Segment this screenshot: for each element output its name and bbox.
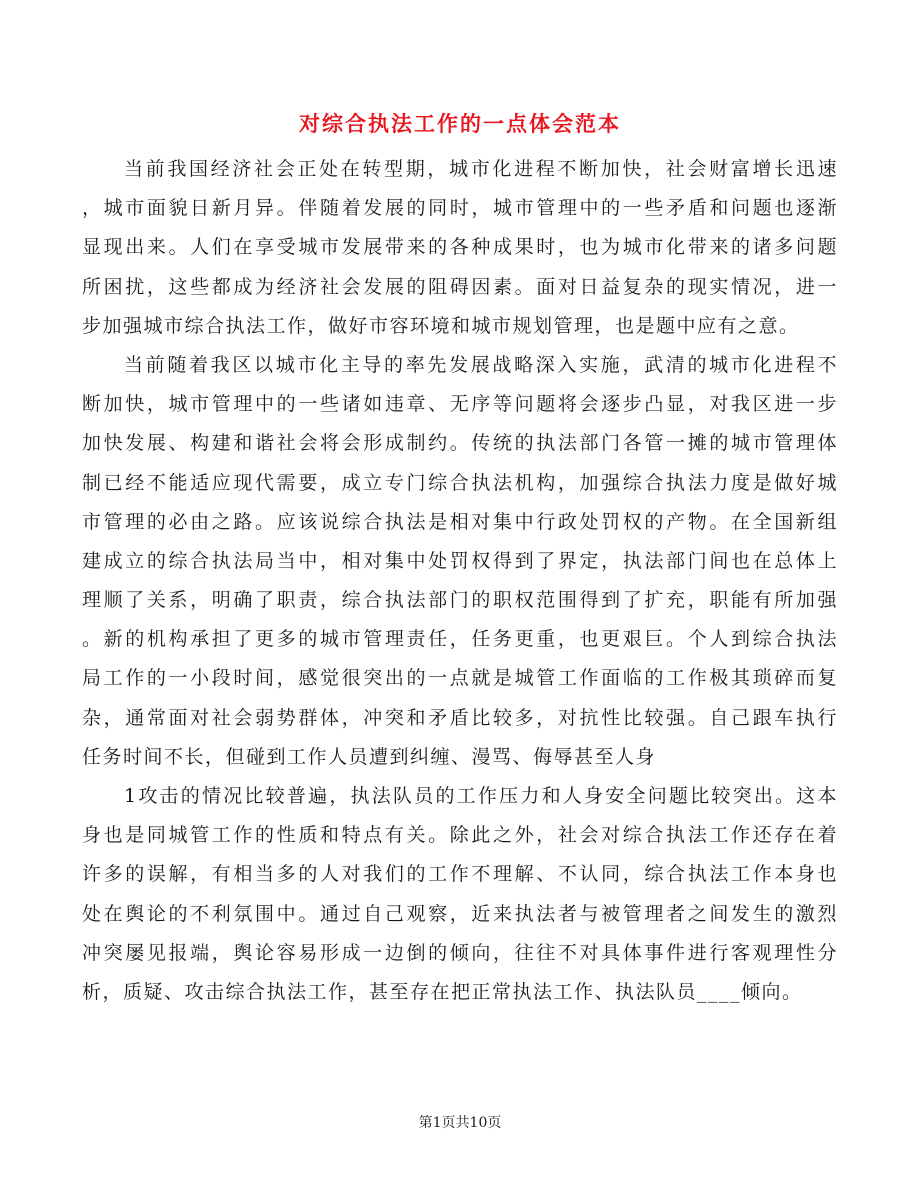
document-body xyxy=(82,150,838,1012)
paragraph-3-line-5: 冲突屡见报端，舆论容易形成一边倒的倾向，往往不对具体事件进行客观理性分 xyxy=(82,941,838,964)
paragraph-2-line-9: 局工作的一小段时间，感觉很突出的一点就是城管工作面临的工作极其琐碎而复 xyxy=(82,667,838,690)
paragraph-3-line-2: 身也是同城管工作的性质和特点有关。除此之外，社会对综合执法工作还存在着 xyxy=(82,824,838,847)
paragraph-1-line-4: 所困扰，这些都成为经济社会发展的阻碍因素。面对日益复杂的现实情况，进一 xyxy=(82,275,838,298)
paragraph-2-line-2: 断加快，城市管理中的一些诸如违章、无序等问题将会逐步凸显，对我区进一步 xyxy=(82,393,838,416)
paragraph-1-line-3: 显现出来。人们在享受城市发展带来的各种成果时，也为城市化带来的诸多问题 xyxy=(82,236,838,259)
paragraph-2-line-3: 加快发展、构建和谐社会将会形成制约。传统的执法部门各管一摊的城市管理体 xyxy=(82,432,838,455)
paragraph-2-line-1: 当前随着我区以城市化主导的率先发展战略深入实施，武清的城市化进程不 xyxy=(124,353,838,376)
paragraph-3-line-3: 许多的误解，有相当多的人对我们的工作不理解、不认同，综合执法工作本身也 xyxy=(82,863,838,886)
paragraph-2-line-5: 市管理的必由之路。应该说综合执法是相对集中行政处罚权的产物。在全国新组 xyxy=(82,510,838,533)
paragraph-2-line-7: 理顺了关系，明确了职责，综合执法部门的职权范围得到了扩充，职能有所加强 xyxy=(82,589,838,612)
document-title: 对综合执法工作的一点体会范本 xyxy=(299,112,621,136)
paragraph-2-line-11: 任务时间不长，但碰到工作人员遭到纠缠、漫骂、侮辱甚至人身 xyxy=(82,745,657,768)
paragraph-2-line-8: 。新的机构承担了更多的城市管理责任，任务更重，也更艰巨。个人到综合执法 xyxy=(82,628,838,651)
page-number-footer: 第1页共10页 xyxy=(418,1115,502,1131)
paragraph-3-line-4: 处在舆论的不利氛围中。通过自己观察，近来执法者与被管理者之间发生的激烈 xyxy=(82,902,838,925)
paragraph-1-line-1: 当前我国经济社会正处在转型期，城市化进程不断加快，社会财富增长迅速 xyxy=(124,158,838,180)
paragraph-2-line-10: 杂，通常面对社会弱势群体，冲突和矛盾比较多，对抗性比较强。自己跟车执行 xyxy=(82,706,838,729)
paragraph-3-line-6: 析，质疑、攻击综合执法工作，甚至存在把正常执法工作、执法队员____倾向。 xyxy=(82,980,803,1003)
paragraph-1-line-2: ，城市面貌日新月异。伴随着发展的同时，城市管理中的一些矛盾和问题也逐渐 xyxy=(82,197,838,220)
paragraph-2-line-6: 建成立的综合执法局当中，相对集中处罚权得到了界定，执法部门间也在总体上 xyxy=(82,549,838,572)
paragraph-1-line-5: 步加强城市综合执法工作，做好市容环境和城市规划管理，也是题中应有之意。 xyxy=(82,314,800,337)
paragraph-3-line-1: 1攻击的情况比较普遍，执法队员的工作压力和人身安全问题比较突出。这本 xyxy=(124,785,838,807)
paragraph-2-line-4: 制已经不能适应现代需要，成立专门综合执法机构，加强综合执法力度是做好城 xyxy=(82,471,838,494)
